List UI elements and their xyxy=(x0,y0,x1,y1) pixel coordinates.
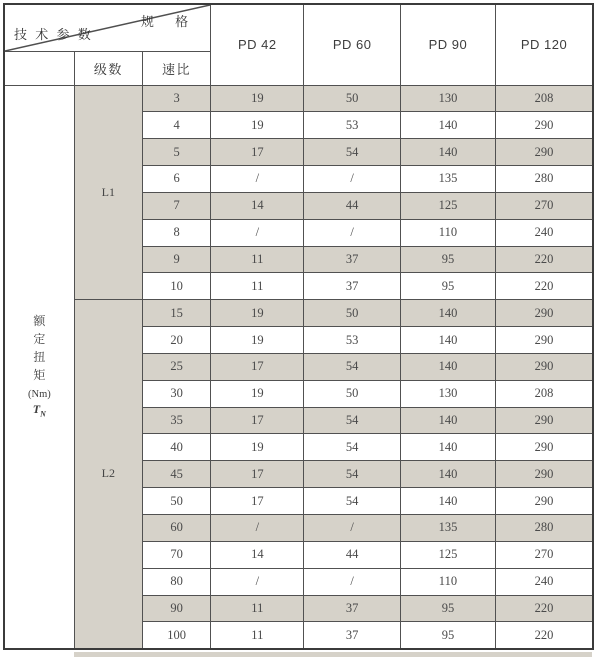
empty-header-cell xyxy=(4,51,74,85)
torque-value-cell: 19 xyxy=(211,85,304,112)
torque-value-cell: 140 xyxy=(400,139,495,166)
torque-value-cell: 280 xyxy=(496,166,593,193)
torque-value-cell: 270 xyxy=(496,192,593,219)
torque-value-cell: 17 xyxy=(211,407,304,434)
torque-value-cell: 50 xyxy=(304,300,400,327)
column-header-pd60: PD 60 xyxy=(304,4,400,85)
torque-value-cell: 95 xyxy=(400,246,495,273)
torque-value-cell: 110 xyxy=(400,219,495,246)
torque-value-cell: / xyxy=(211,568,304,595)
technical-parameters-table xyxy=(3,3,594,650)
torque-value-cell: 54 xyxy=(304,407,400,434)
torque-value-cell: 290 xyxy=(496,327,593,354)
torque-value-cell: 140 xyxy=(400,112,495,139)
rated-torque-vertical-label: 额 定 扭 矩 (Nm) $T_N$ xyxy=(27,313,51,419)
torque-value-cell: 50 xyxy=(304,85,400,112)
torque-value-cell: 290 xyxy=(496,112,593,139)
rated-torque-label-cell xyxy=(4,85,74,649)
torque-value-cell: 19 xyxy=(211,380,304,407)
torque-value-cell: 140 xyxy=(400,407,495,434)
torque-value-cell: 208 xyxy=(496,85,593,112)
torque-value-cell: 140 xyxy=(400,488,495,515)
torque-value-cell: 140 xyxy=(400,300,495,327)
ratio-cell: 70 xyxy=(142,541,210,568)
torque-value-cell: 44 xyxy=(304,541,400,568)
torque-value-cell: 37 xyxy=(304,246,400,273)
torque-value-cell: 290 xyxy=(496,434,593,461)
torque-value-cell: 140 xyxy=(400,353,495,380)
torque-value-cell: 220 xyxy=(496,622,593,649)
torque-value-cell: 11 xyxy=(211,595,304,622)
ratio-cell: 90 xyxy=(142,595,210,622)
torque-value-cell: 50 xyxy=(304,380,400,407)
torque-value-cell: 140 xyxy=(400,327,495,354)
torque-value-cell: 290 xyxy=(496,461,593,488)
torque-value-cell: 290 xyxy=(496,353,593,380)
torque-value-cell: 140 xyxy=(400,434,495,461)
torque-value-cell: / xyxy=(211,219,304,246)
ratio-cell: 40 xyxy=(142,434,210,461)
torque-value-cell: 37 xyxy=(304,622,400,649)
ratio-cell: 6 xyxy=(142,166,210,193)
torque-value-cell: 37 xyxy=(304,595,400,622)
technical-params-label: 技 术 参 数 xyxy=(14,26,94,42)
torque-value-cell: / xyxy=(211,166,304,193)
ratio-cell: 5 xyxy=(142,139,210,166)
torque-value-cell: 95 xyxy=(400,595,495,622)
torque-value-cell: 17 xyxy=(211,139,304,166)
torque-value-cell: / xyxy=(304,166,400,193)
ratio-cell: 50 xyxy=(142,488,210,515)
torque-value-cell: 125 xyxy=(400,541,495,568)
torque-value-cell: 280 xyxy=(496,515,593,542)
torque-value-cell: 125 xyxy=(400,192,495,219)
torque-value-cell: 54 xyxy=(304,353,400,380)
torque-value-cell: 130 xyxy=(400,85,495,112)
torque-value-cell: 53 xyxy=(304,327,400,354)
ratio-cell: 35 xyxy=(142,407,210,434)
torque-value-cell: / xyxy=(304,515,400,542)
torque-value-cell: 220 xyxy=(496,246,593,273)
table-row xyxy=(4,300,593,327)
stage-column-header: 级数 xyxy=(74,51,142,85)
torque-value-cell: 270 xyxy=(496,541,593,568)
torque-value-cell: 54 xyxy=(304,488,400,515)
torque-value-cell: 130 xyxy=(400,380,495,407)
torque-value-cell: / xyxy=(211,515,304,542)
torque-value-cell: 290 xyxy=(496,407,593,434)
column-header-pd90: PD 90 xyxy=(400,4,495,85)
torque-value-cell: 14 xyxy=(211,192,304,219)
header-row-models xyxy=(4,4,593,51)
ratio-cell: 45 xyxy=(142,461,210,488)
torque-value-cell: 19 xyxy=(211,327,304,354)
torque-value-cell: 54 xyxy=(304,139,400,166)
torque-value-cell: 19 xyxy=(211,300,304,327)
ratio-cell: 9 xyxy=(142,246,210,273)
torque-value-cell: / xyxy=(304,568,400,595)
torque-value-cell: 220 xyxy=(496,273,593,300)
torque-value-cell: / xyxy=(304,219,400,246)
torque-value-cell: 19 xyxy=(211,434,304,461)
torque-value-cell: 17 xyxy=(211,488,304,515)
torque-value-cell: 17 xyxy=(211,353,304,380)
ratio-cell: 25 xyxy=(142,353,210,380)
table-row xyxy=(4,85,593,112)
ratio-cell: 30 xyxy=(142,380,210,407)
torque-value-cell: 37 xyxy=(304,273,400,300)
torque-value-cell: 11 xyxy=(211,246,304,273)
torque-value-cell: 220 xyxy=(496,595,593,622)
torque-value-cell: 19 xyxy=(211,112,304,139)
ratio-cell: 80 xyxy=(142,568,210,595)
torque-value-cell: 290 xyxy=(496,139,593,166)
torque-value-cell: 240 xyxy=(496,568,593,595)
torque-value-cell: 95 xyxy=(400,622,495,649)
torque-value-cell: 14 xyxy=(211,541,304,568)
ratio-cell: 7 xyxy=(142,192,210,219)
torque-value-cell: 140 xyxy=(400,461,495,488)
torque-value-cell: 110 xyxy=(400,568,495,595)
ratio-cell: 10 xyxy=(142,273,210,300)
spec-label: 规 格 xyxy=(140,14,198,29)
torque-value-cell: 11 xyxy=(211,622,304,649)
table-continuation-sliver xyxy=(74,652,592,657)
ratio-cell: 3 xyxy=(142,85,210,112)
torque-value-cell: 135 xyxy=(400,515,495,542)
column-header-pd42: PD 42 xyxy=(211,4,304,85)
torque-value-cell: 135 xyxy=(400,166,495,193)
diagonal-header-cell xyxy=(4,4,211,51)
ratio-cell: 4 xyxy=(142,112,210,139)
ratio-cell: 100 xyxy=(142,622,210,649)
ratio-cell: 20 xyxy=(142,327,210,354)
torque-value-cell: 44 xyxy=(304,192,400,219)
ratio-cell: 60 xyxy=(142,515,210,542)
torque-value-cell: 95 xyxy=(400,273,495,300)
ratio-column-header: 速比 xyxy=(142,51,210,85)
torque-value-cell: 290 xyxy=(496,300,593,327)
column-header-pd120: PD 120 xyxy=(496,4,593,85)
torque-value-cell: 11 xyxy=(211,273,304,300)
torque-value-cell: 240 xyxy=(496,219,593,246)
ratio-cell: 15 xyxy=(142,300,210,327)
stage-cell-l2: L2 xyxy=(74,300,142,649)
torque-value-cell: 53 xyxy=(304,112,400,139)
torque-value-cell: 17 xyxy=(211,461,304,488)
torque-value-cell: 290 xyxy=(496,488,593,515)
torque-value-cell: 208 xyxy=(496,380,593,407)
stage-cell-l1: L1 xyxy=(74,85,142,300)
torque-value-cell: 54 xyxy=(304,461,400,488)
ratio-cell: 8 xyxy=(142,219,210,246)
torque-value-cell: 54 xyxy=(304,434,400,461)
